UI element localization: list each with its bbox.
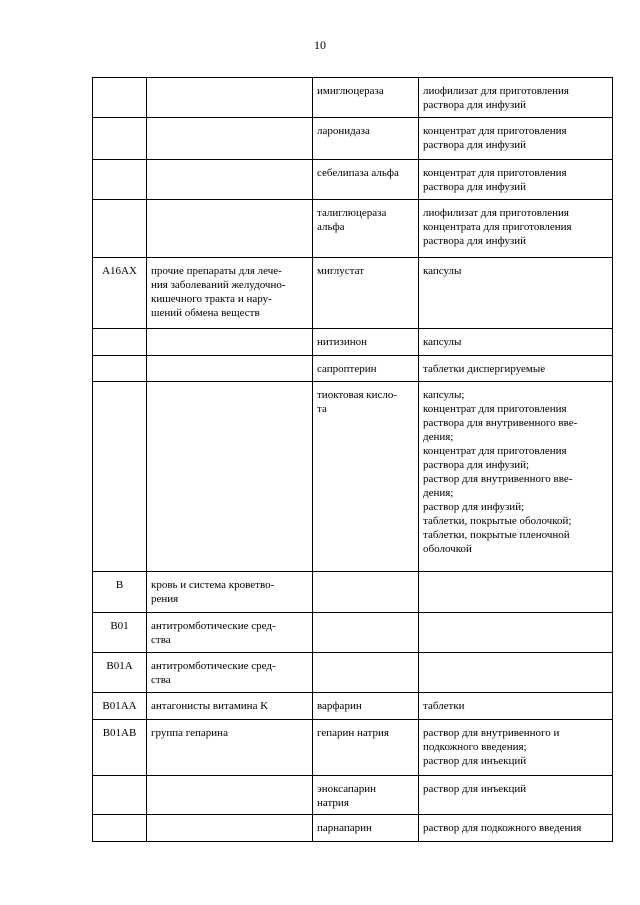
atc-code-cell [93, 78, 147, 118]
table-row [93, 815, 613, 842]
table-row [93, 200, 613, 258]
dosage-form-cell: таблетки диспергируемые [419, 356, 613, 382]
group-name-cell: прочие препараты для лече- ния заболеваний желудочно- кишечного тракта и нару- шений обмена веществ [147, 258, 313, 329]
dosage-form-cell [419, 572, 613, 613]
group-name-cell [147, 200, 313, 258]
table-row [93, 118, 613, 160]
drug-name-cell: тиоктовая кисло- та [313, 382, 419, 572]
dosage-form-cell: капсулы [419, 329, 613, 356]
group-name-cell: антагонисты витамина K [147, 693, 313, 720]
group-name-cell [147, 329, 313, 356]
group-name-cell [147, 382, 313, 572]
dosage-form-cell [419, 653, 613, 693]
group-name-cell [147, 118, 313, 160]
drug-name-cell: сапроптерин [313, 356, 419, 382]
drug-name-cell: парнапарин [313, 815, 419, 842]
atc-code-cell [93, 329, 147, 356]
atc-code-cell: B01AA [93, 693, 147, 720]
drug-name-cell: нитизинон [313, 329, 419, 356]
drug-table [92, 77, 613, 842]
atc-code-cell: B [93, 572, 147, 613]
group-name-cell [147, 776, 313, 815]
drug-name-cell: себелипаза альфа [313, 160, 419, 200]
group-name-cell [147, 78, 313, 118]
drug-name-cell: эноксапарин натрия [313, 776, 419, 815]
drug-name-cell: талиглюцераза альфа [313, 200, 419, 258]
drug-name-cell: варфарин [313, 693, 419, 720]
atc-code-cell [93, 382, 147, 572]
table-row [93, 720, 613, 776]
table-row [93, 258, 613, 329]
drug-name-cell: ларонидаза [313, 118, 419, 160]
drug-name-cell [313, 613, 419, 653]
atc-code-cell [93, 160, 147, 200]
atc-code-cell [93, 118, 147, 160]
table-row [93, 329, 613, 356]
group-name-cell: кровь и система кроветво- рения [147, 572, 313, 613]
dosage-form-cell: таблетки [419, 693, 613, 720]
group-name-cell [147, 160, 313, 200]
dosage-form-cell: концентрат для приготовления раствора для инфузий [419, 118, 613, 160]
table-row [93, 776, 613, 815]
drug-name-cell: миглустат [313, 258, 419, 329]
dosage-form-cell: капсулы [419, 258, 613, 329]
table-row [93, 78, 613, 118]
atc-code-cell: B01AB [93, 720, 147, 776]
group-name-cell: антитромботические сред- ства [147, 613, 313, 653]
dosage-form-cell [419, 613, 613, 653]
atc-code-cell [93, 815, 147, 842]
atc-code-cell: A16AX [93, 258, 147, 329]
atc-code-cell [93, 200, 147, 258]
table-row [93, 160, 613, 200]
atc-code-cell: B01 [93, 613, 147, 653]
dosage-form-cell: концентрат для приготовления раствора для инфузий [419, 160, 613, 200]
table-row [93, 653, 613, 693]
table-row [93, 382, 613, 572]
dosage-form-cell: раствор для подкожного введения [419, 815, 613, 842]
table-row [93, 356, 613, 382]
drug-name-cell: имиглюцераза [313, 78, 419, 118]
group-name-cell [147, 356, 313, 382]
dosage-form-cell: лиофилизат для приготовления раствора для инфузий [419, 78, 613, 118]
group-name-cell [147, 815, 313, 842]
page-number: 10 [314, 38, 326, 52]
drug-name-cell: гепарин натрия [313, 720, 419, 776]
table-row [93, 572, 613, 613]
table-row [93, 693, 613, 720]
atc-code-cell [93, 776, 147, 815]
dosage-form-cell: раствор для инъекций [419, 776, 613, 815]
drug-name-cell [313, 653, 419, 693]
dosage-form-cell: раствор для внутривенного и подкожного введения; раствор для инъекций [419, 720, 613, 776]
group-name-cell: антитромботические сред- ства [147, 653, 313, 693]
atc-code-cell [93, 356, 147, 382]
drug-name-cell [313, 572, 419, 613]
dosage-form-cell: капсулы; концентрат для приготовления раствора для внутривенного вве- дения; концентрат для приготовления раствора для инфузий; раствор для внутривенного вве- дения; раствор для инфузий; таблетки, покрытые оболочкой; таблетки, покрытые пленочной оболочкой [419, 382, 613, 572]
group-name-cell: группа гепарина [147, 720, 313, 776]
table-row [93, 613, 613, 653]
atc-code-cell: B01A [93, 653, 147, 693]
dosage-form-cell: лиофилизат для приготовления концентрата для приготовления раствора для инфузий [419, 200, 613, 258]
